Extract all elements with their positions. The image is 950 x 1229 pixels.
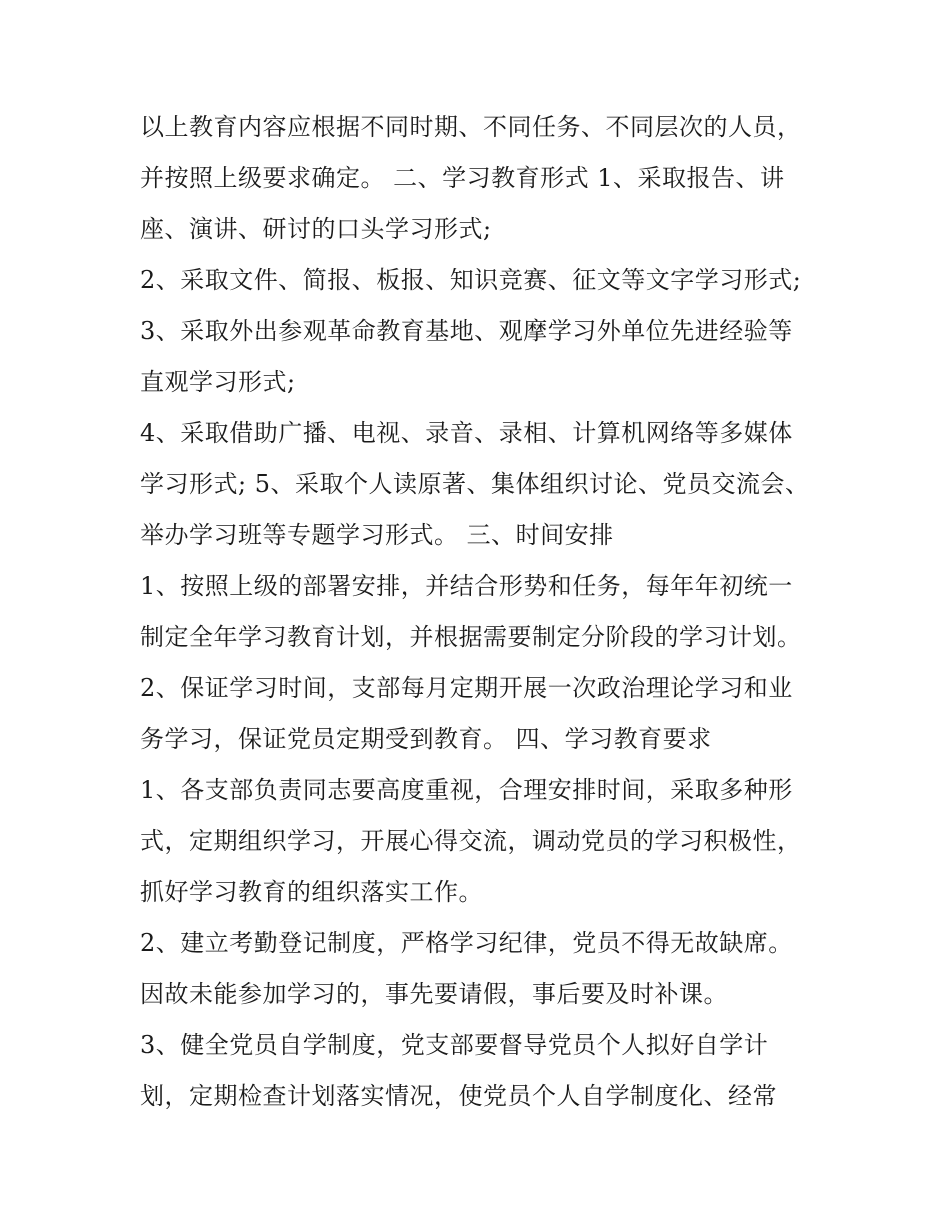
text-line: 3、采取外出参观革命教育基地、观摩学习外单位先进经验等	[140, 317, 793, 345]
text-line: 2、采取文件、简报、板报、知识竞赛、征文等文字学习形式;	[140, 266, 802, 294]
text-line: 1、按照上级的部署安排，并结合形势和任务，每年年初统一	[140, 572, 793, 600]
text-line: 抓好学习教育的组织落实工作。	[140, 878, 483, 906]
text-line: 2、保证学习时间，支部每月定期开展一次政治理论学习和业	[140, 674, 793, 702]
document-body	[140, 102, 820, 1122]
text-line: 4、采取借助广播、电视、录音、录相、计算机网络等多媒体	[140, 419, 793, 447]
text-line: 式，定期组织学习，开展心得交流，调动党员的学习积极性，	[140, 827, 802, 855]
text-line: 并按照上级要求确定。 二、学习教育形式 1、采取报告、讲	[140, 164, 785, 192]
text-line: 以上教育内容应根据不同时期、不同任务、不同层次的人员，	[140, 113, 802, 141]
text-line: 制定全年学习教育计划，并根据需要制定分阶段的学习计划。	[140, 623, 802, 651]
text-line: 划，定期检查计划落实情况，使党员个人自学制度化、经常	[140, 1082, 777, 1110]
text-line: 学习形式; 5、采取个人读原著、集体组织讨论、党员交流会、	[140, 470, 810, 498]
text-line: 举办学习班等专题学习形式。 三、时间安排	[140, 521, 614, 549]
text-line: 务学习，保证党员定期受到教育。 四、学习教育要求	[140, 725, 712, 753]
text-line: 直观学习形式;	[140, 368, 296, 396]
text-line: 因故未能参加学习的，事先要请假，事后要及时补课。	[140, 980, 728, 1008]
text-line: 座、演讲、研讨的口头学习形式;	[140, 215, 492, 243]
text-line: 2、建立考勤登记制度，严格学习纪律，党员不得无故缺席。	[140, 929, 793, 957]
text-line: 1、各支部负责同志要高度重视，合理安排时间，采取多种形	[140, 776, 793, 804]
text-line: 3、健全党员自学制度，党支部要督导党员个人拟好自学计	[140, 1031, 769, 1059]
